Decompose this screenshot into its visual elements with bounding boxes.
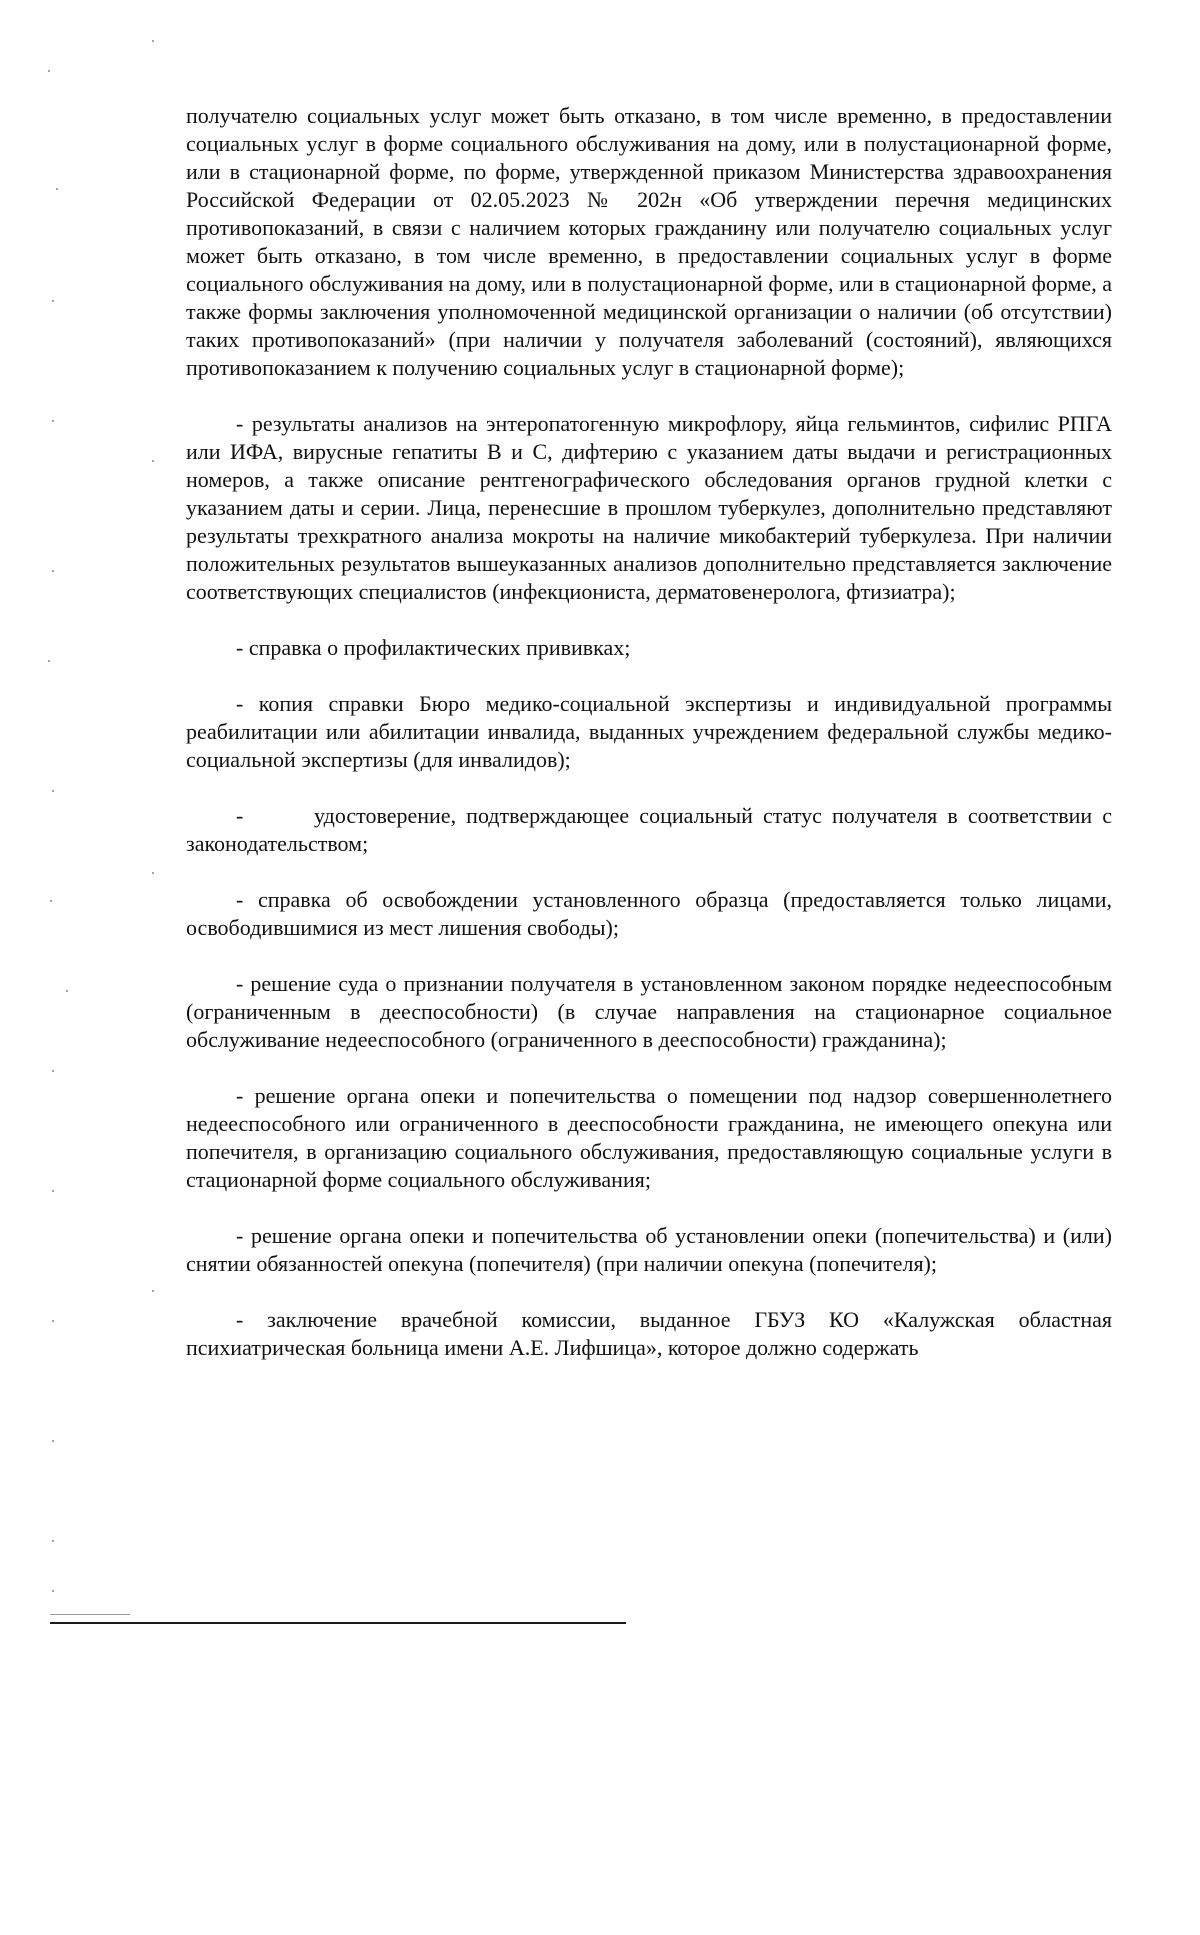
footnote-separator [50, 1622, 626, 1624]
scan-artifact [152, 460, 154, 462]
scan-artifact [52, 1540, 54, 1542]
paragraph-release-certificate: - справка об освобождении установленного образца (предоставляется только лицами, освободившимися из мест лишения свободы); [186, 887, 1112, 940]
scan-artifact [152, 40, 154, 42]
footnote-rule-faint [50, 1614, 130, 1615]
scan-artifact [52, 1320, 54, 1322]
scan-artifact [52, 300, 54, 302]
paragraph-continuation: получателю социальных услуг может быть отказано, в том числе временно, в предоставлении социальных услуг в форме социального обслуживания на дому, или в полустационарной форме, или в стационарной форме, по форме, утвержденной приказом Министерства здравоохранения Российской Федерации от 02.05.2023 № 202н «Об утверждении перечня медицинских противопоказаний, в связи с наличием которых гражданину или получателю социальных услуг может быть отказано, в том числе временно, в предоставлении социальных услуг в форме социального обслуживания на дому, или в полустационарной форме, или в стационарной форме, а также формы заключения уполномоченной медицинской организации о наличии (об отсутствии) таких противопоказаний» (при наличии у получателя заболеваний (состояний), являющихся противопоказанием к получению социальных услуг в стационарной форме); [186, 103, 1112, 380]
paragraph-status-certificate: - удостоверение, подтверждающее социальный статус получателя в соответствии с законодательством; [186, 803, 1118, 856]
paragraph-vaccination-certificate: - справка о профилактических прививках; [236, 635, 631, 660]
scan-artifact [52, 1440, 54, 1442]
scan-artifact [152, 1290, 154, 1292]
paragraph-guardianship-establishment: - решение органа опеки и попечительства об установлении опеки (попечительства) и (или) снятии обязанностей опекуна (попечителя) (при наличии опекуна (попечителя); [186, 1223, 1112, 1276]
scan-artifact [52, 790, 54, 792]
scan-artifact [48, 70, 50, 72]
scan-artifact [48, 660, 50, 662]
document-body [186, 102, 1118, 1390]
scan-artifact [52, 1070, 54, 1072]
paragraph-medical-commission: - заключение врачебной комиссии, выданное ГБУЗ КО «Калужская областная психиатрическая больница имени А.Е. Лифшица», которое должно содержать [186, 1307, 1112, 1360]
scan-artifact [152, 872, 154, 874]
paragraph-guardianship-placement: - решение органа опеки и попечительства о помещении под надзор совершеннолетнего недееспособного или ограниченного в дееспособности гражданина, не имеющего опекуна или попечителя, в организацию социального обслуживания, предоставляющую социальные услуги в стационарной форме социального обслуживания; [186, 1083, 1112, 1192]
scan-artifact [56, 188, 58, 190]
scan-artifact [52, 420, 54, 422]
scan-artifact [66, 990, 68, 992]
scan-artifact [52, 1190, 54, 1192]
paragraph-mse-certificate: - копия справки Бюро медико-социальной экспертизы и индивидуальной программы реабилитации или абилитации инвалида, выданных учреждением федеральной службы медико-социальной экспертизы (для инвалидов); [186, 691, 1112, 772]
scan-artifact [50, 900, 52, 902]
scan-artifact [52, 570, 54, 572]
paragraph-court-decision: - решение суда о признании получателя в установленном законом порядке недееспособным (ограниченным в дееспособности) (в случае направления на стационарное социальное обслуживание недееспособного (ограниченного в дееспособности) гражданина); [186, 971, 1112, 1052]
paragraph-lab-results: - результаты анализов на энтеропатогенную микрофлору, яйца гельминтов, сифилис РПГА или ИФА, вирусные гепатиты В и С, дифтерию с указанием даты выдачи и регистрационных номеров, а также описание рентгенографического обследования органов грудной клетки с указанием даты и серии. Лица, перенесшие в прошлом туберкулез, дополнительно представляют результаты трехкратного анализа мокроты на наличие микобактерий туберкулеза. При наличии положительных результатов вышеуказанных анализов дополнительно представляется заключение соответствующих специалистов (инфекциониста, дерматовенеролога, фтизиатра); [186, 411, 1112, 604]
scan-artifact [52, 1590, 54, 1592]
